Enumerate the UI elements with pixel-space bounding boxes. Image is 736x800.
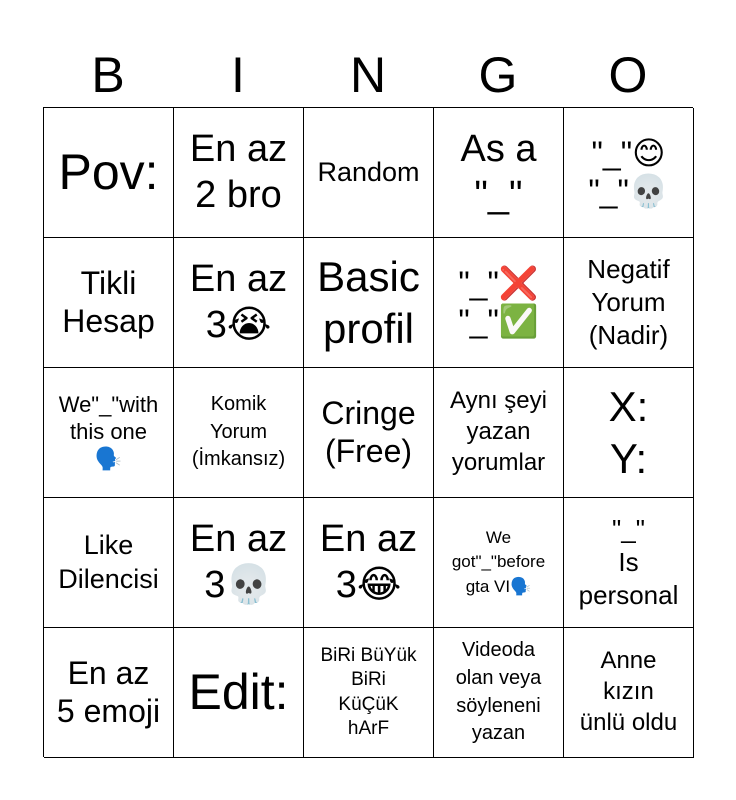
bingo-cell-r2-c5[interactable]: Negatif Yorum (Nadir) (564, 238, 694, 368)
bingo-cell-r3-c5[interactable]: X: Y: (564, 368, 694, 498)
bingo-cell-r1-c3[interactable]: Random (304, 108, 434, 238)
bingo-cell-r1-c5[interactable]: "_"😊 "_"💀 (564, 108, 694, 238)
bingo-cell-r1-c4[interactable]: As a "_" (434, 108, 564, 238)
header-letter-o: O (608, 47, 648, 103)
bingo-cell-r3-c1[interactable]: We"_"with this one 🗣️ (44, 368, 174, 498)
bingo-cell-r2-c2[interactable]: En az 3😭 (174, 238, 304, 368)
header-letter-i: I (231, 47, 245, 103)
header-letter-n: N (349, 47, 387, 103)
bingo-cell-r5-c4[interactable]: Videoda olan veya söyleneni yazan (434, 628, 564, 758)
bingo-cell-r4-c1[interactable]: Like Dilencisi (44, 498, 174, 628)
bingo-cell-r5-c3[interactable]: BiRi BüYük BiRi KüÇüK hArF (304, 628, 434, 758)
header-letter-g: G (478, 47, 518, 103)
bingo-cell-r2-c4[interactable]: "_"❌ "_"✅ (434, 238, 564, 368)
bingo-cell-r1-c2[interactable]: En az 2 bro (174, 108, 304, 238)
bingo-cell-r2-c1[interactable]: Tikli Hesap (44, 238, 174, 368)
bingo-cell-r4-c5[interactable]: "_" Is personal (564, 498, 694, 628)
bingo-cell-r3-c2[interactable]: Komik Yorum (İmkansız) (174, 368, 304, 498)
bingo-cell-r5-c5[interactable]: Anne kızın ünlü oldu (564, 628, 694, 758)
bingo-cell-r5-c2[interactable]: Edit: (174, 628, 304, 758)
bingo-board (43, 107, 693, 757)
bingo-cell-r4-c4[interactable]: We got"_"before gta VI🗣️ (434, 498, 564, 628)
bingo-cell-r3-c3[interactable]: Cringe (Free) (304, 368, 434, 498)
bingo-cell-r2-c3[interactable]: Basic profil (304, 238, 434, 368)
bingo-header (43, 42, 693, 108)
bingo-cell-r5-c1[interactable]: En az 5 emoji (44, 628, 174, 758)
bingo-cell-r4-c2[interactable]: En az 3💀 (174, 498, 304, 628)
bingo-cell-r1-c1[interactable]: Pov: (44, 108, 174, 238)
header-letter-b: B (91, 47, 125, 103)
bingo-cell-r3-c4[interactable]: Aynı şeyi yazan yorumlar (434, 368, 564, 498)
bingo-cell-r4-c3[interactable]: En az 3😂 (304, 498, 434, 628)
